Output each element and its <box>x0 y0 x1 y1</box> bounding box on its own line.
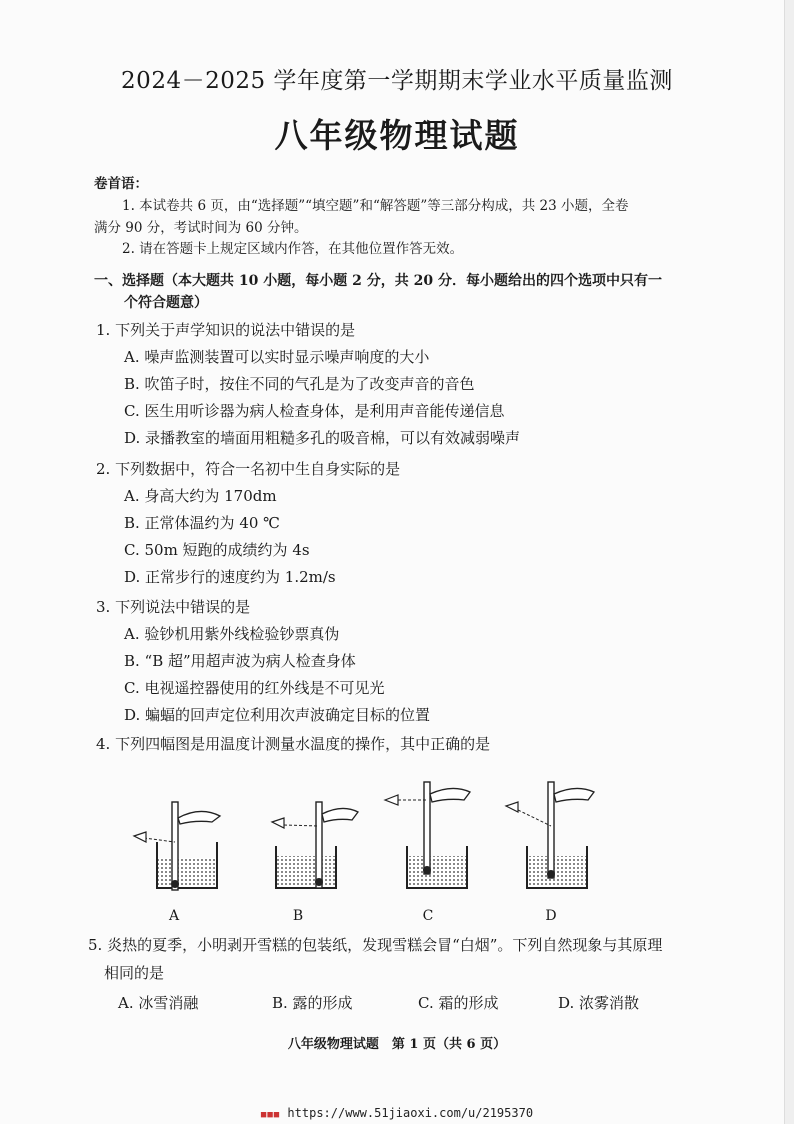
figure-a <box>134 802 220 890</box>
question-3-stem: 3. 下列说法中错误的是 <box>96 598 251 616</box>
question-1-stem: 1. 下列关于声学知识的说法中错误的是 <box>96 321 356 339</box>
question-4-stem: 4. 下列四幅图是用温度计测量水温度的操作，其中正确的是 <box>96 735 491 753</box>
section-heading-cont: 个符合题意） <box>124 295 208 311</box>
thermometer-figures <box>120 770 600 910</box>
question-5-stem: 5. 炎热的夏季，小明剥开雪糕的包装纸，发现雪糕会冒“白烟”。下列自然现象与其原理 <box>88 936 663 954</box>
question-3-option-a: A. 验钞机用紫外线检验钞票真伪 <box>124 625 340 643</box>
question-2-option-d: D. 正常步行的速度约为 1.2m/s <box>124 568 336 586</box>
question-5-option-b: B. 露的形成 <box>272 994 353 1012</box>
notice-line-1: 1. 本试卷共 6 页，由“选择题”“填空题”和“解答题”等三部分构成，共 23 小题，全卷 <box>122 198 629 214</box>
question-3-option-d: D. 蝙蝠的回声定位利用次声波确定目标的位置 <box>124 706 431 724</box>
question-1-option-d: D. 录播教室的墙面用粗糙多孔的吸音棉，可以有效减弱噪声 <box>124 429 521 447</box>
question-3-option-c: C. 电视遥控器使用的红外线是不可见光 <box>124 679 385 697</box>
question-1-option-b: B. 吹笛子时，按住不同的气孔是为了改变声音的音色 <box>124 375 475 393</box>
figure-b <box>272 802 358 888</box>
figure-label-a: A <box>168 908 180 924</box>
section-heading: 一、选择题（本大题共 10 小题，每小题 2 分，共 20 分．每小题给出的四个选项中只有一 <box>94 273 662 289</box>
notice-heading: 卷首语： <box>94 176 148 192</box>
figure-label-d: D <box>545 908 557 924</box>
notice-line-2: 2. 请在答题卡上规定区域内作答，在其他位置作答无效。 <box>122 241 464 257</box>
url-marks: ■■■ <box>260 1110 281 1120</box>
figure-label-c: C <box>422 908 434 924</box>
question-2-option-a: A. 身高大约为 170dm <box>124 487 277 505</box>
question-5-stem-cont: 相同的是 <box>104 964 165 982</box>
page-edge-scan <box>784 0 794 1124</box>
source-url-line <box>0 1106 794 1120</box>
exam-subtitle: 2024－2025 学年度第一学期期末学业水平质量监测 <box>121 68 673 94</box>
notice-line-1b: 满分 90 分，考试时间为 60 分钟。 <box>94 220 308 236</box>
question-1-option-c: C. 医生用听诊器为病人检查身体，是利用声音能传递信息 <box>124 402 505 420</box>
figure-label-b: B <box>292 908 304 924</box>
figure-d <box>506 782 594 888</box>
exam-title: 八年级物理试题 <box>274 116 520 155</box>
figure-c <box>385 782 470 888</box>
question-5-option-d: D. 浓雾消散 <box>558 994 640 1012</box>
question-5-option-a: A. 冰雪消融 <box>118 994 199 1012</box>
question-1-option-a: A. 噪声监测装置可以实时显示噪声响度的大小 <box>124 348 430 366</box>
question-2-stem: 2. 下列数据中，符合一名初中生自身实际的是 <box>96 460 401 478</box>
page-footer: 八年级物理试题 第 1 页（共 6 页） <box>287 1037 507 1052</box>
question-2-option-b: B. 正常体温约为 40 ℃ <box>124 514 280 532</box>
question-3-option-b: B. “B 超”用超声波为病人检查身体 <box>124 652 356 670</box>
question-2-option-c: C. 50m 短跑的成绩约为 4s <box>124 541 310 559</box>
question-5-option-c: C. 霜的形成 <box>418 994 499 1012</box>
source-url[interactable]: https://www.51jiaoxi.com/u/2195370 <box>287 1106 534 1120</box>
